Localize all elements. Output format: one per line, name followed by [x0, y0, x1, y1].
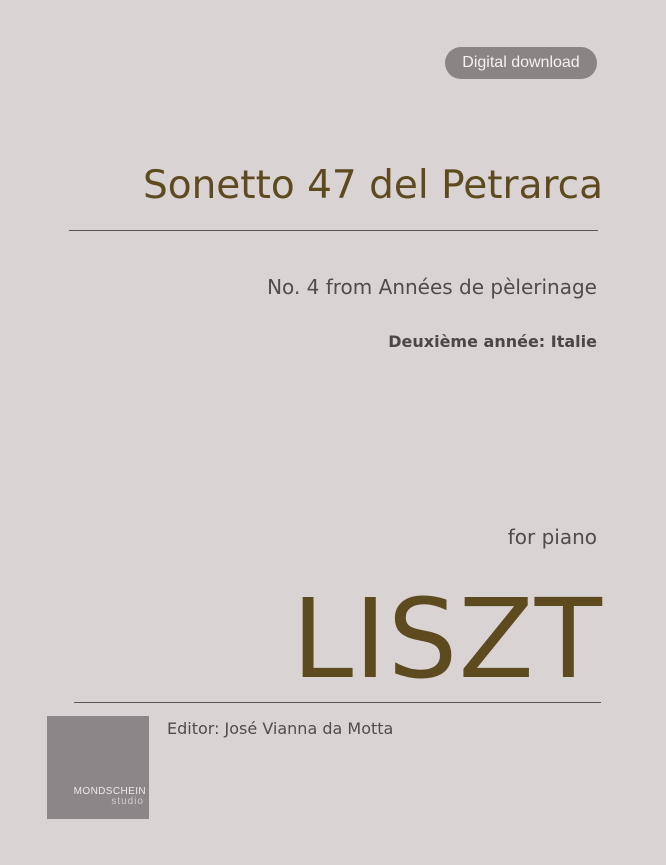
editor-credit: Editor: José Vianna da Motta: [167, 719, 394, 738]
piece-subtitle: No. 4 from Années de pèlerinage: [267, 275, 597, 299]
instrumentation-label: for piano: [507, 525, 597, 549]
collection-subtitle: Deuxième année: Italie: [388, 332, 597, 351]
publisher-logo: [47, 716, 149, 819]
composer-name: LISZT: [291, 575, 603, 703]
composer-divider: [74, 702, 601, 703]
digital-download-badge: Digital download: [445, 47, 597, 79]
publisher-logo-sub: studio: [111, 796, 144, 807]
piece-title: Sonetto 47 del Petrarca: [142, 163, 603, 208]
title-divider: [69, 230, 598, 231]
publisher-logo-name: MONDSCHEIN: [73, 786, 146, 797]
